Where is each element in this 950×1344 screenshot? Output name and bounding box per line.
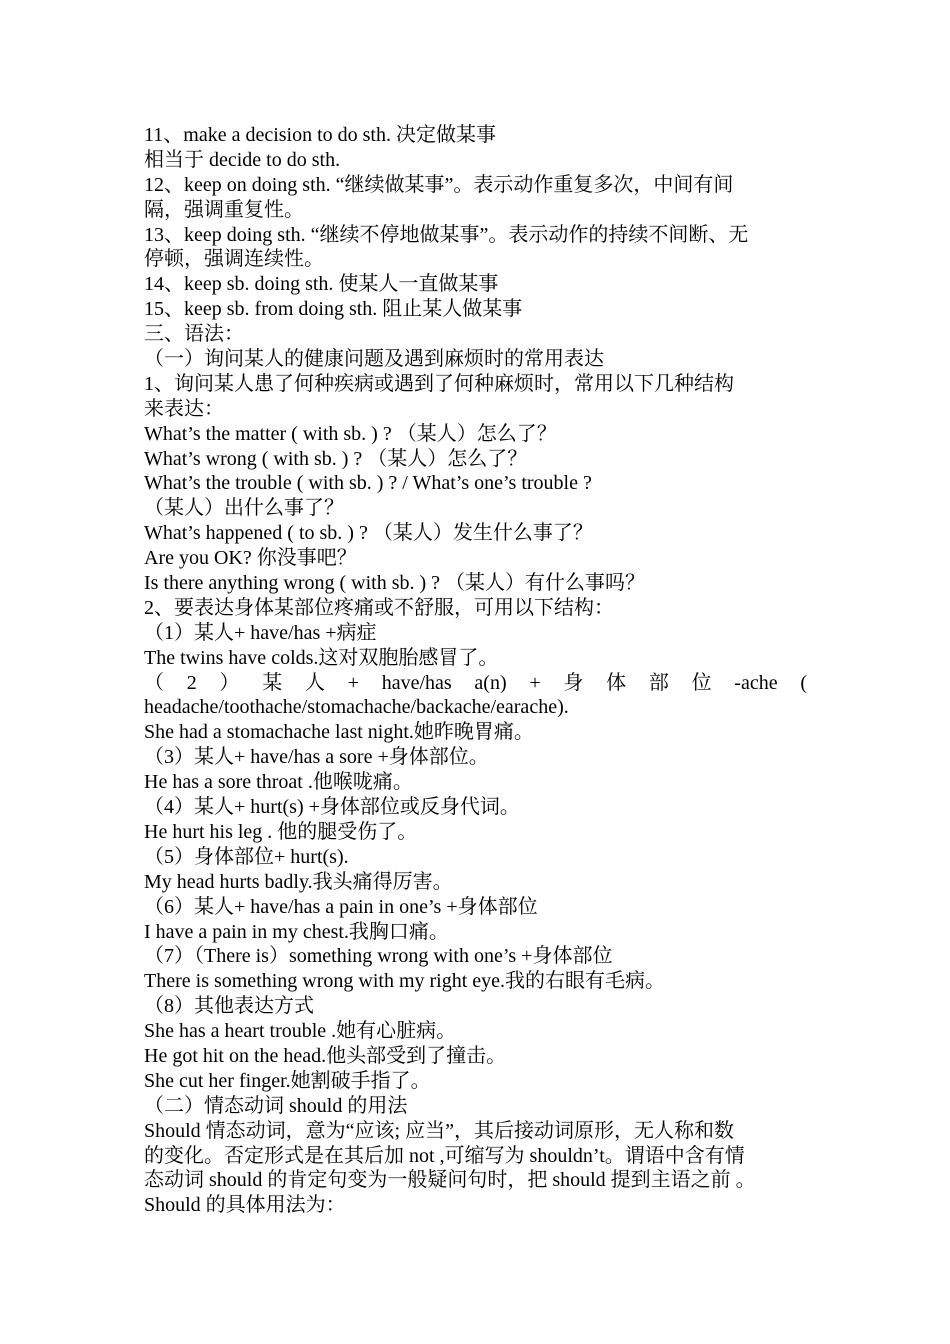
text-line: Is there anything wrong ( with sb. ) ? （某人）有什么事吗？ <box>144 572 646 595</box>
text-line: I have a pain in my chest.我胸口痛。 <box>144 920 449 943</box>
text-line: He has a sore throat .他喉咙痛。 <box>144 771 413 794</box>
text-line: （1）某人+ have/has +病症 <box>144 621 377 644</box>
text-line: Are you OK? 你没事吧？ <box>144 547 357 570</box>
justified-token: -ache <box>734 671 778 694</box>
justified-token: 身 <box>563 671 584 694</box>
text-line: （5）身体部位+ hurt(s). <box>144 845 349 868</box>
justified-token: ） <box>219 671 240 694</box>
justified-token: + <box>529 671 541 694</box>
justified-token: （ <box>144 671 164 694</box>
text-line: What’s wrong ( with sb. ) ? （某人）怎么了？ <box>144 447 528 470</box>
justified-token: 人 <box>304 671 325 694</box>
text-line: （3）某人+ have/has a sore +身体部位。 <box>144 746 489 769</box>
text-line: 13、keep doing sth. “继续不停地做某事”。表示动作的持续不间断、无 <box>144 223 749 246</box>
text-line: She cut her finger.她割破手指了。 <box>144 1069 431 1092</box>
text-line: （6）某人+ have/has a pain in one’s +身体部位 <box>144 895 538 918</box>
text-line: 停顿，强调连续性。 <box>144 248 324 271</box>
justified-token: 部 <box>648 671 669 694</box>
text-line: 12、keep on doing sth. “继续做某事”。表示动作重复多次，中间有间 <box>144 173 734 196</box>
text-line: （4）某人+ hurt(s) +身体部位或反身代词。 <box>144 796 520 819</box>
justified-token: 2 <box>186 671 197 694</box>
text-line: Should 的具体用法为： <box>144 1194 346 1217</box>
section-heading: 三、语法： <box>144 323 244 346</box>
text-line: 隔，强调重复性。 <box>144 198 304 221</box>
text-line: 2、要表达身体某部位疼痛或不舒服，可用以下结构： <box>144 596 614 619</box>
justified-token: 位 <box>691 671 712 694</box>
text-line: 相当于 decide to do sth. <box>144 148 341 171</box>
text-line: （某人）出什么事了？ <box>144 497 344 520</box>
text-line: 14、keep sb. doing sth. 使某人一直做某事 <box>144 273 499 296</box>
justified-token: + <box>347 671 359 694</box>
text-line: What’s the matter ( with sb. ) ? （某人）怎么了？ <box>144 422 557 445</box>
text-line: What’s happened ( to sb. ) ? （某人）发生什么事了？ <box>144 522 593 545</box>
text-line: Should 情态动词，意为“应该; 应当”，其后接动词原形，无人称和数 <box>144 1119 734 1142</box>
text-line: （7）（There is）something wrong with one’s +身体部位 <box>144 945 613 968</box>
text-line: There is something wrong with my right eye.我的右眼有毛病。 <box>144 970 666 993</box>
text-line: 11、make a decision to do sth. 决定做某事 <box>144 124 496 146</box>
text-line: 的变化。否定形式是在其后加 not ,可缩写为 shouldn’t。谓语中含有情 <box>144 1144 745 1167</box>
text-line: He got hit on the head.他头部受到了撞击。 <box>144 1044 507 1067</box>
text-line: 来表达： <box>144 397 224 420</box>
subsection-heading: （一）询问某人的健康问题及遇到麻烦时的常用表达 <box>144 348 604 371</box>
text-line: What’s the trouble ( with sb. ) ? / What’s one’s trouble ? <box>144 472 592 495</box>
text-line: 态动词 should 的肯定句变为一般疑问句时，把 should 提到主语之前 。 <box>144 1169 756 1192</box>
text-line: （8）其他表达方式 <box>144 995 314 1018</box>
justified-token: 体 <box>606 671 627 694</box>
justified-token: ( <box>800 671 807 694</box>
text-line: The twins have colds.这对双胞胎感冒了。 <box>144 646 499 669</box>
subsection-heading: （二）情态动词 should 的用法 <box>144 1094 408 1117</box>
justified-line <box>144 671 807 696</box>
justified-token: have/has <box>381 671 452 694</box>
text-line: My head hurts badly.我头痛得厉害。 <box>144 870 453 893</box>
justified-token: 某 <box>262 671 283 694</box>
text-line: She had a stomachache last night.她昨晚胃痛。 <box>144 721 534 744</box>
document-body <box>144 123 807 1218</box>
text-line: He hurt his leg . 他的腿受伤了。 <box>144 820 418 843</box>
text-line: 15、keep sb. from doing sth. 阻止某人做某事 <box>144 298 523 321</box>
text-line: headache/toothache/stomachache/backache/earache). <box>144 696 569 719</box>
justified-token: a(n) <box>474 671 507 694</box>
text-line: 1、询问某人患了何种疾病或遇到了何种麻烦时，常用以下几种结构 <box>144 372 734 395</box>
text-line: She has a heart trouble .她有心脏病。 <box>144 1020 457 1043</box>
